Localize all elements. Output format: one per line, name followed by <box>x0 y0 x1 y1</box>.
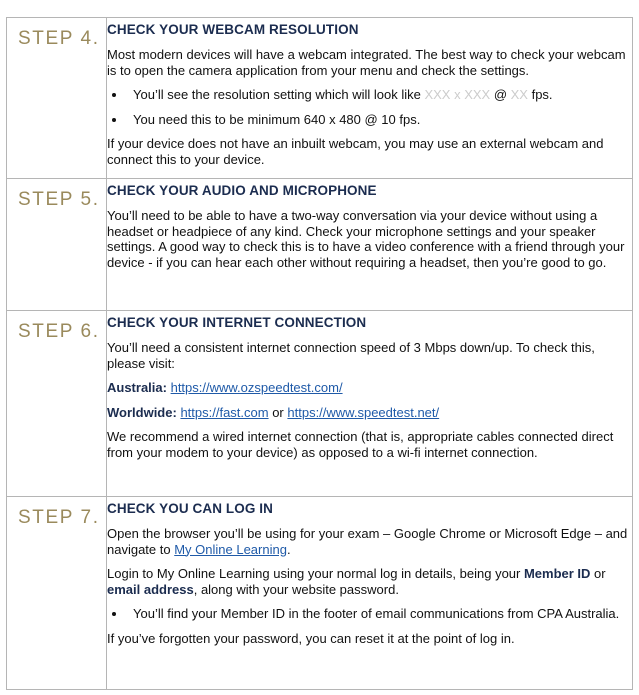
step-7-row <box>7 497 633 690</box>
step-5-label-cell <box>7 179 107 311</box>
step-7-bullet-member-id: • You’ll find your Member ID in the footer of email communications from CPA Australia. <box>127 606 632 622</box>
fps-placeholder: XX <box>510 87 528 102</box>
step-4-row <box>7 18 633 179</box>
step-5-label: STEP 5. <box>18 189 100 210</box>
australia-line <box>107 380 632 396</box>
login-text: Login to My Online Learning using your normal log in details, being your <box>107 566 524 581</box>
step-5-heading: CHECK YOUR AUDIO AND MICROPHONE <box>107 183 377 198</box>
resolution-placeholder: XXX x XXX <box>424 87 491 102</box>
speedtest-link[interactable]: https://www.speedtest.net/ <box>287 404 440 420</box>
fps-text: fps. <box>527 87 553 102</box>
step-6-row <box>7 311 633 497</box>
step-6-content <box>107 311 633 497</box>
period: . <box>286 541 291 557</box>
or-text: or <box>590 566 606 581</box>
step-4-bullets <box>107 87 632 127</box>
step-7-login-text <box>107 566 632 597</box>
worldwide-label: Worldwide: <box>107 404 177 420</box>
step-4-label-cell <box>7 18 107 179</box>
worldwide-line <box>107 405 632 421</box>
step-6-label-cell <box>7 311 107 497</box>
step-5-row <box>7 179 633 311</box>
member-id-term: Member ID <box>523 566 591 581</box>
step-7-browser-text <box>107 526 632 557</box>
australia-label: Australia: <box>107 380 167 395</box>
step-7-content <box>107 497 633 690</box>
step-4-heading: CHECK YOUR WEBCAM RESOLUTION <box>107 22 359 37</box>
step-7-heading: CHECK YOU CAN LOG IN <box>107 501 274 516</box>
browser-text: Open the browser you’ll be using for your exam – Google Chrome or Microsoft Edge – and navigate to <box>107 526 628 557</box>
step-4-bullet-resolution <box>127 87 632 103</box>
step-4-label: STEP 4. <box>18 28 100 49</box>
ozspeedtest-link[interactable]: https://www.ozspeedtest.com/ <box>170 380 343 395</box>
step-7-outro: If you’ve forgotten your password, you can reset it at the point of log in. <box>107 630 515 646</box>
password-text: , along with your website password. <box>193 581 399 597</box>
fast-com-link[interactable]: https://fast.com <box>180 404 269 420</box>
step-6-heading: CHECK YOUR INTERNET CONNECTION <box>107 315 367 330</box>
step-7-label-cell <box>7 497 107 690</box>
or-text: or <box>268 404 288 420</box>
step-7-label: STEP 7. <box>18 507 100 528</box>
step-7-bullets <box>107 606 632 622</box>
step-5-body: You’ll need to be able to have a two-way conversation via your device without using a headset or headpiece of any kind. Check your microphone settings and your speaker settings. A good way to check this is to have a video conference with a friend through your device - if you can hear each other without requiring a headset, then you’re good to go. <box>107 208 625 270</box>
step-4-content <box>107 18 633 179</box>
steps-table <box>6 17 633 690</box>
step-4-bullet-minimum: • You need this to be minimum 640 x 480 @ 10 fps. <box>127 112 632 128</box>
step-4-intro: Most modern devices will have a webcam integrated. The best way to check your webcam is to open the camera application from your menu and check the settings. <box>107 47 626 78</box>
step-6-outro: We recommend a wired internet connection (that is, appropriate cables connected direct from your modem to your device) as opposed to a wi-fi internet connection. <box>107 429 614 460</box>
step-6-intro: You’ll need a consistent internet connection speed of 3 Mbps down/up. To check this, please visit: <box>107 340 595 371</box>
at-sign: @ <box>490 87 511 102</box>
email-address-term: email address <box>107 581 194 597</box>
my-online-learning-link[interactable]: My Online Learning <box>174 541 287 557</box>
step-5-content <box>107 179 633 311</box>
step-6-label: STEP 6. <box>18 321 100 342</box>
bullet-text: You’ll see the resolution setting which will look like <box>133 87 425 102</box>
step-4-outro: If your device does not have an inbuilt webcam, you may use an external webcam and connect this to your device. <box>107 136 604 167</box>
